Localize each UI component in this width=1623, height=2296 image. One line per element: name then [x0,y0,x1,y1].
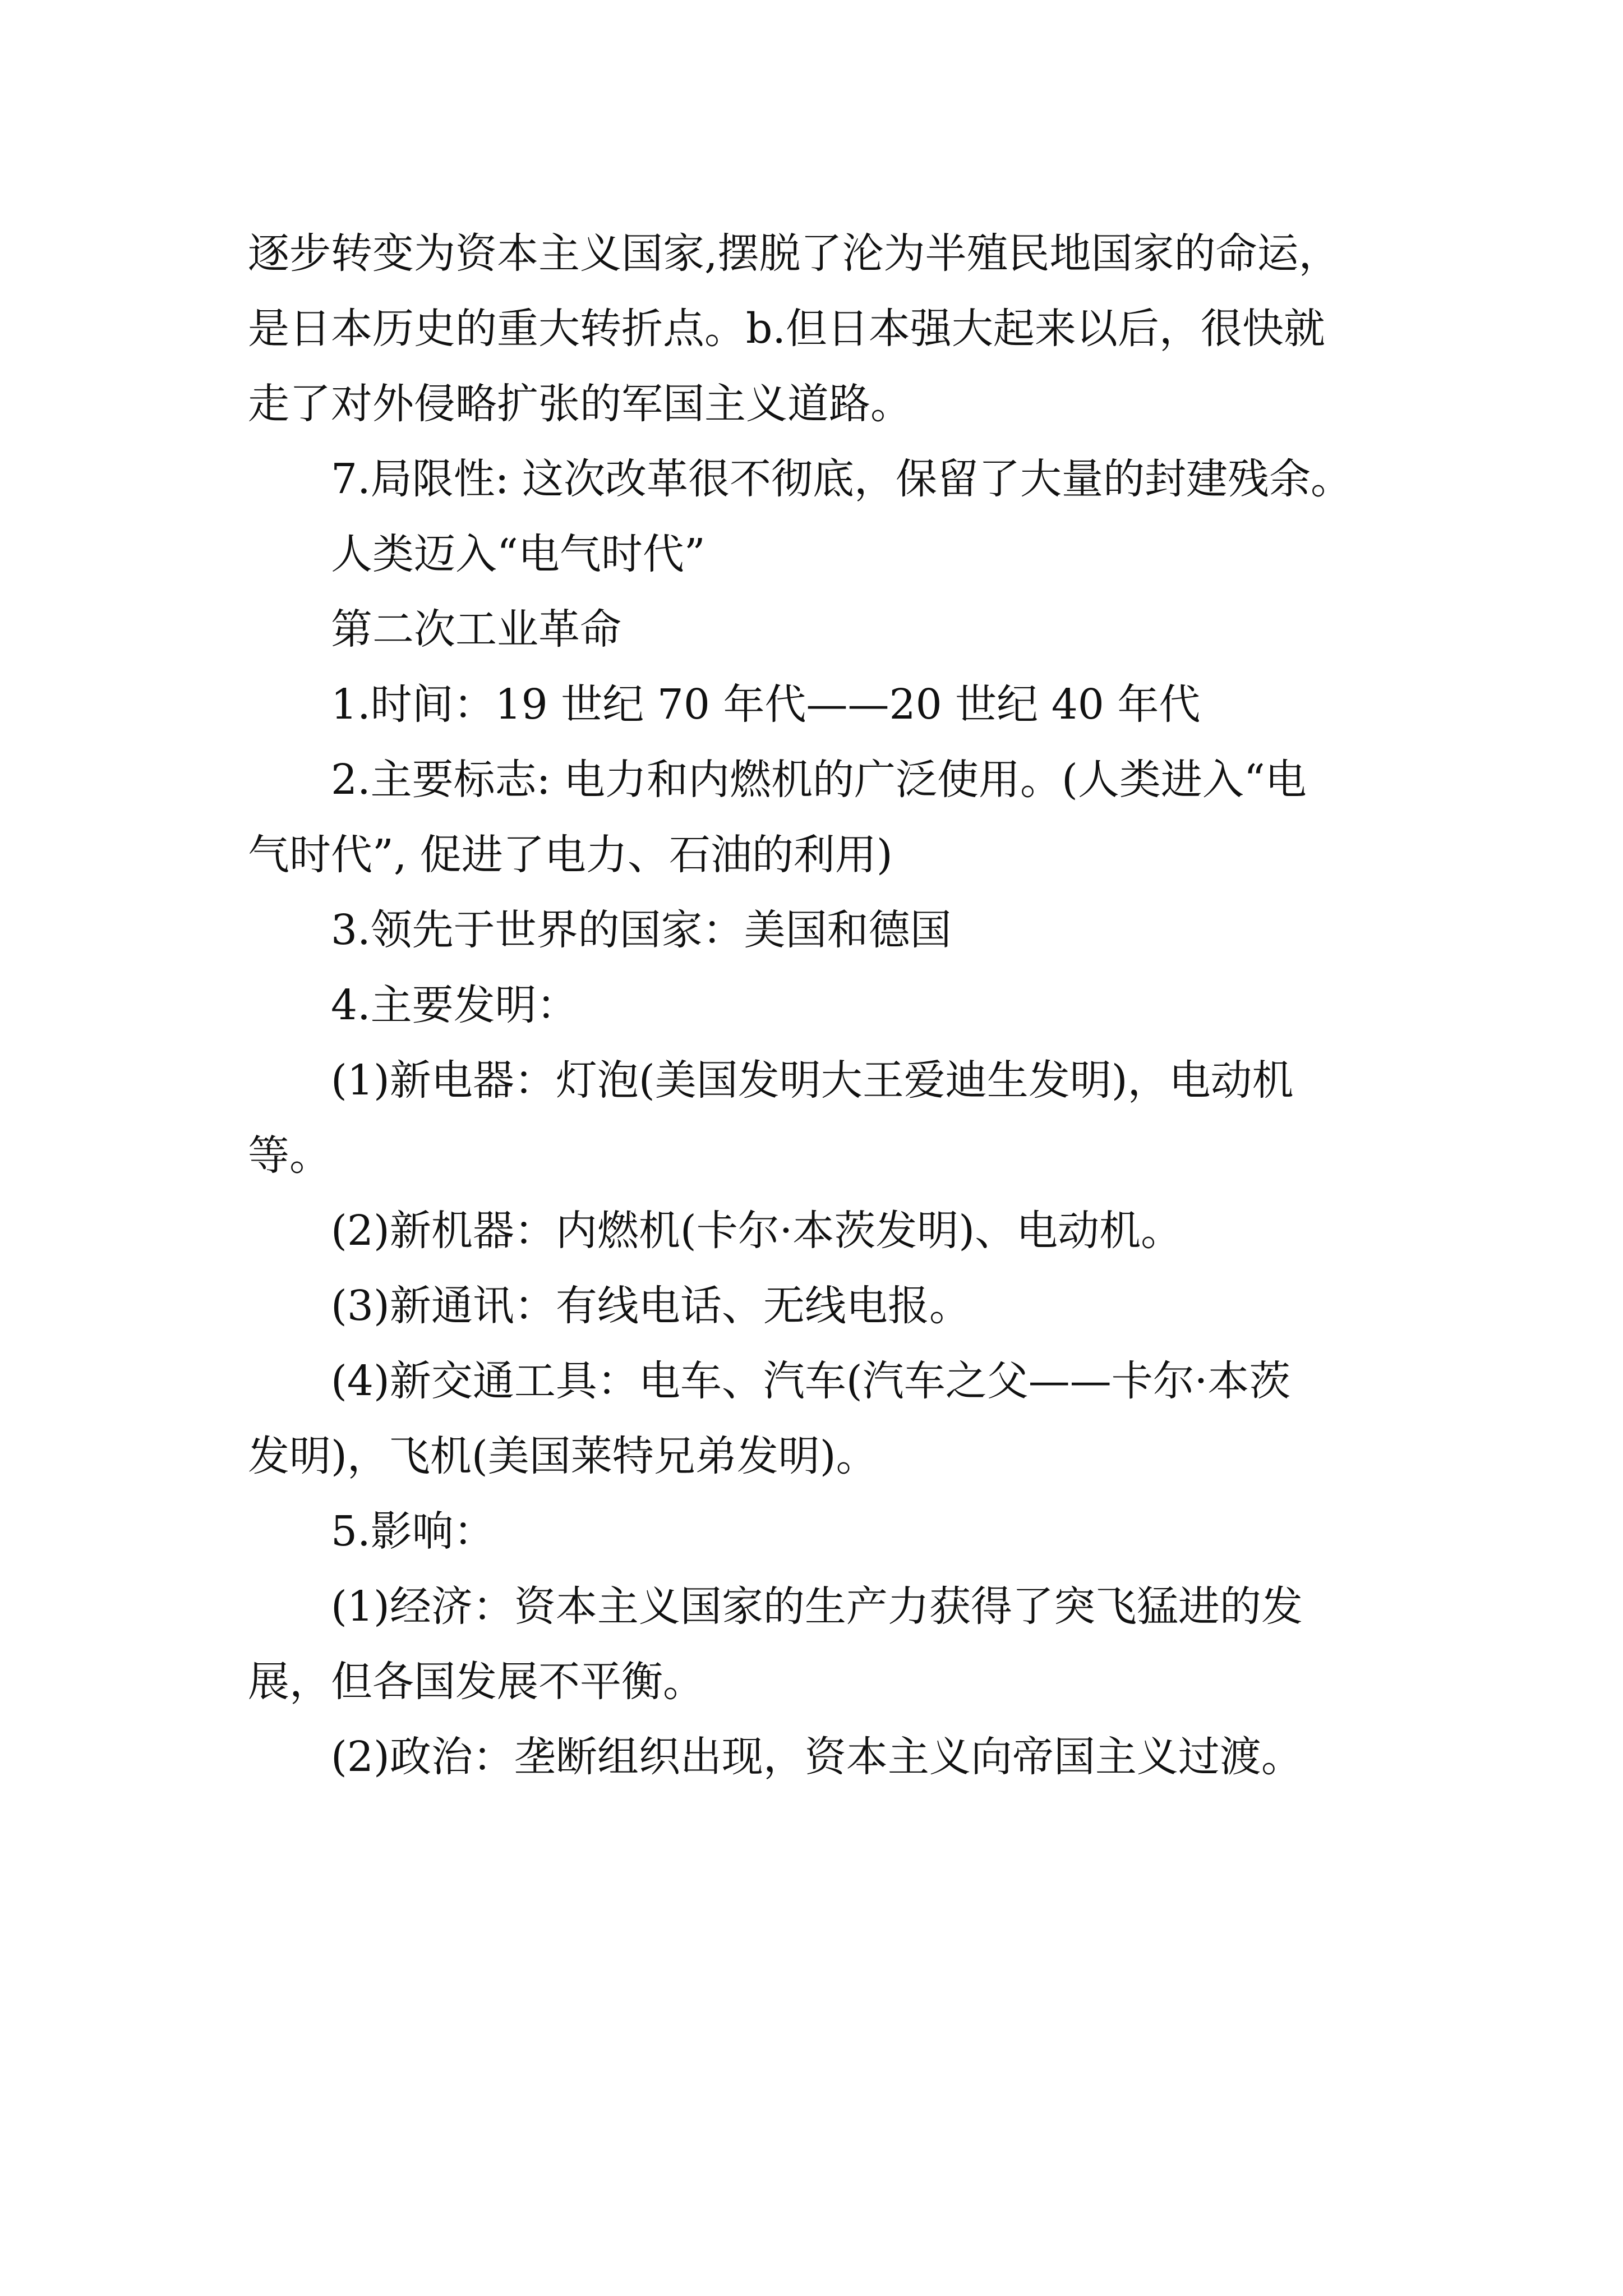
paragraph-time [248,667,1437,742]
text-line: (4)新交通工具：电车、汽车(汽车之父——卡尔·本茨 [331,1357,1291,1405]
paragraph-impact [248,1494,1437,1569]
section-heading-second-industrial-revolution [248,592,1437,667]
text-line: (3)新通讯：有线电话、无线电报。 [331,1282,971,1330]
text-line: 2.主要标志: 电力和内燃机的广泛使用。(人类进入“电 [331,756,1307,804]
section-heading-electric-age [248,517,1437,592]
paragraph-new-machines [248,1193,1437,1268]
paragraph-leading-countries [248,892,1437,968]
text-line: (2)政治：垄断组织出现，资本主义向帝国主义过渡。 [331,1733,1303,1781]
text-line: (1)经济：资本主义国家的生产力获得了突飞猛进的发 [331,1582,1303,1631]
paragraph-main-signs [248,742,1437,892]
text-line: 展，但各国发展不平衡。 [248,1658,704,1706]
text-line: 逐步转变为资本主义国家,摆脱了沦为半殖民地国家的命运， [248,229,1340,278]
paragraph-impact-economy [248,1569,1437,1719]
text-line: 7.局限性: 这次改革很不彻底，保留了大量的封建残余。 [331,455,1353,503]
text-line: 5.影响： [331,1507,495,1556]
paragraph-japan-reform-significance [248,216,1437,441]
paragraph-new-transport [248,1343,1437,1494]
paragraph-new-appliances [248,1043,1437,1193]
text-line: (1)新电器：灯泡(美国发明大王爱迪生发明)，电动机 [331,1056,1294,1105]
text-line: 是日本历史的重大转折点。b.但日本强大起来以后，很快就 [248,305,1325,353]
text-line: 1.时间：19 世纪 70 年代——20 世纪 40 年代 [331,680,1201,729]
text-line: 发明)，飞机(美国莱特兄弟发明)。 [248,1432,878,1480]
paragraph-impact-politics [248,1719,1437,1795]
paragraph-new-communication [248,1268,1437,1343]
paragraph-main-inventions [248,968,1437,1043]
text-line: 走了对外侵略扩张的军国主义道路。 [248,380,912,428]
text-line: 第二次工业革命 [331,605,621,654]
document-body [248,216,1437,1795]
paragraph-limitation [248,441,1437,517]
text-line: 人类迈入“电气时代” [331,530,706,578]
text-line: 等。 [248,1131,331,1180]
text-line: (2)新机器：内燃机(卡尔·本茨发明)、电动机。 [331,1207,1183,1255]
text-line: 4.主要发明： [331,981,578,1029]
text-line: 气时代”, 促进了电力、石油的利用) [248,831,893,879]
text-line: 3.领先于世界的国家：美国和德国 [331,906,952,954]
